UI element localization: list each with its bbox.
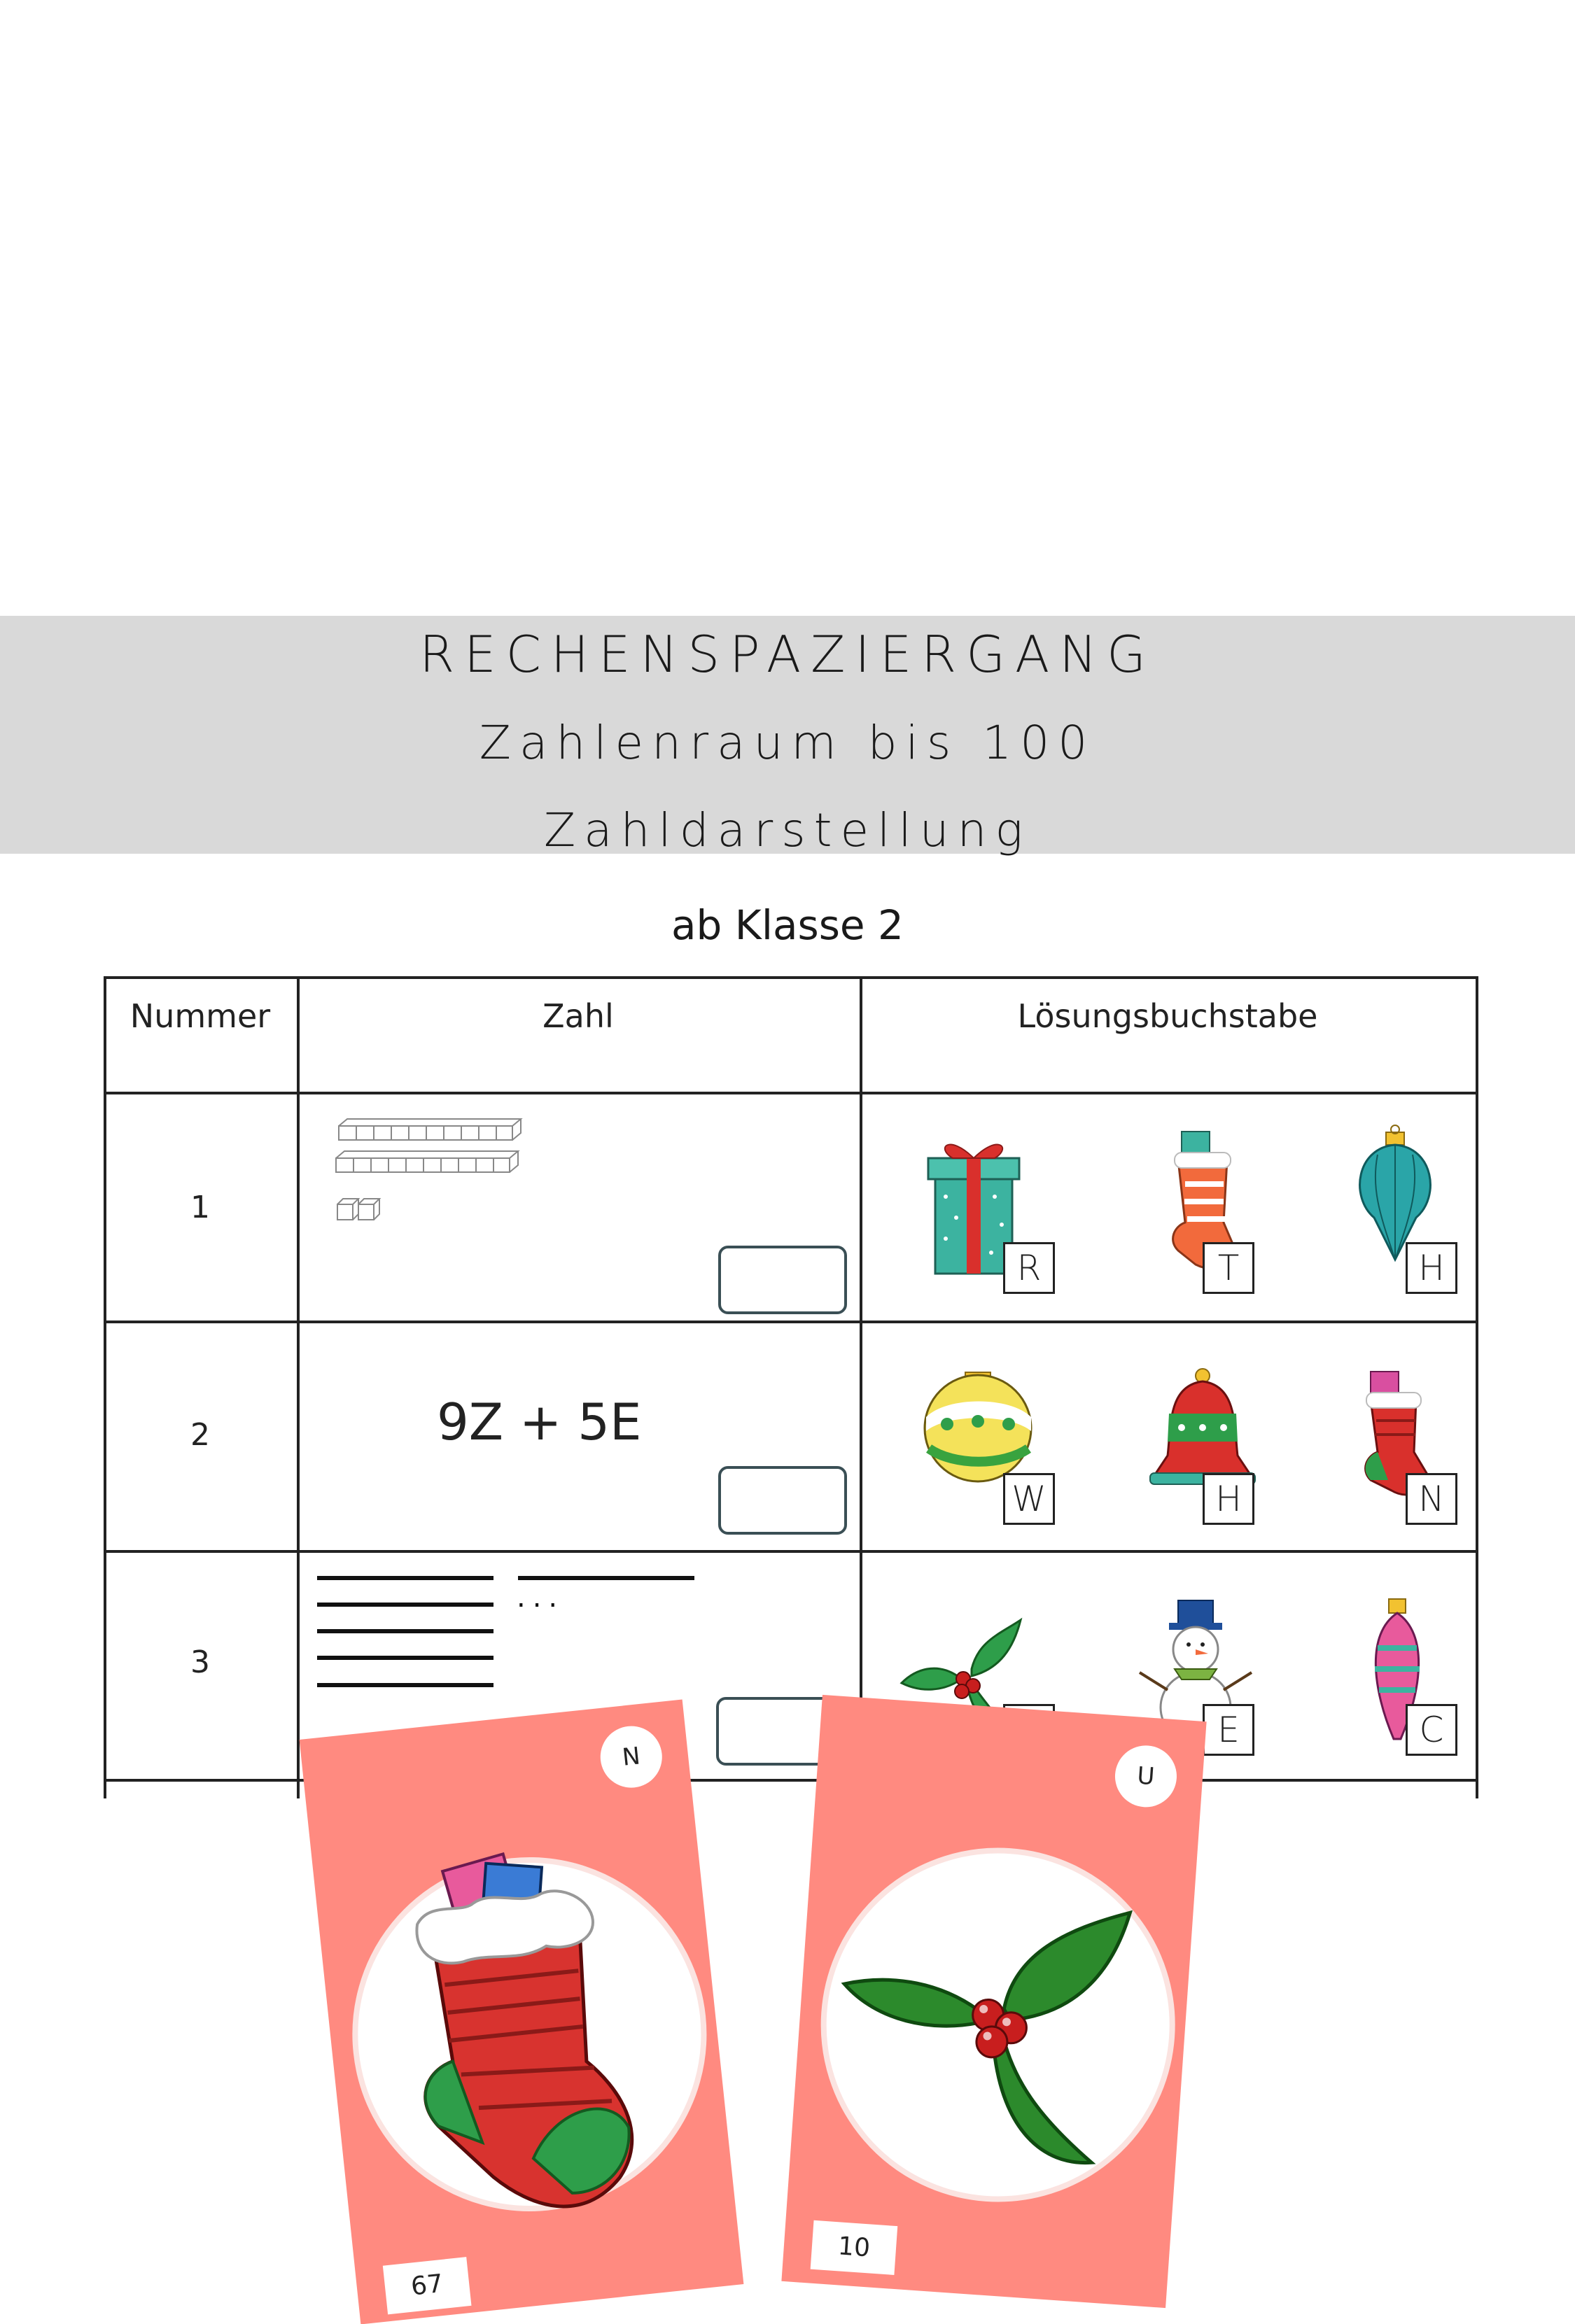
answer-box-2[interactable]: [718, 1466, 847, 1535]
tens-stroke: [518, 1576, 694, 1580]
letter-box-W: W: [1003, 1473, 1055, 1525]
tens-stroke: [317, 1576, 493, 1580]
task-card-holly: [781, 1695, 1206, 2308]
card-letter-badge: N: [597, 1723, 665, 1791]
worksheet-table: [104, 976, 1478, 1798]
column-header-loesungsbuchstabe: Lösungsbuchstabe: [1017, 997, 1318, 1035]
column-header-zahl: Zahl: [542, 997, 614, 1035]
card-number-label: 67: [383, 2257, 472, 2314]
page-subtitle-topic: Zahldarstellung: [543, 803, 1032, 857]
tens-stroke: [317, 1603, 493, 1607]
letter-box-H: H: [1406, 1242, 1457, 1294]
letter-box-R: R: [1003, 1242, 1055, 1294]
page-subtitle-range: Zahlenraum bis 100: [479, 716, 1096, 770]
letter-box-H-2: H: [1203, 1473, 1254, 1525]
card-letter-badge: U: [1113, 1743, 1179, 1809]
letter-box-T: T: [1203, 1242, 1254, 1294]
expression-9z-5e: 9Z + 5E: [437, 1393, 642, 1451]
ones-dots: ...: [517, 1582, 565, 1614]
page-title: RECHENSPAZIERGANG: [419, 625, 1156, 684]
tens-stroke: [317, 1683, 493, 1687]
letter-box-E: E: [1203, 1704, 1254, 1756]
row-number-1: 1: [190, 1190, 210, 1225]
letter-box-N: N: [1406, 1473, 1457, 1525]
row-number-3: 3: [190, 1645, 210, 1680]
base-ten-blocks-icon: [335, 1116, 531, 1235]
letter-box-C: C: [1406, 1704, 1457, 1756]
card-number-label: 10: [811, 2220, 898, 2275]
holly-icon: [817, 1850, 1168, 2195]
stocking-icon: [361, 1829, 694, 2250]
row-number-2: 2: [190, 1417, 210, 1453]
answer-box-1[interactable]: [718, 1246, 847, 1314]
tens-stroke: [317, 1656, 493, 1660]
grade-label: ab Klasse 2: [671, 901, 904, 949]
tens-stroke: [317, 1629, 493, 1633]
column-header-nummer: Nummer: [130, 997, 271, 1035]
task-card-stocking: [300, 1700, 744, 2324]
